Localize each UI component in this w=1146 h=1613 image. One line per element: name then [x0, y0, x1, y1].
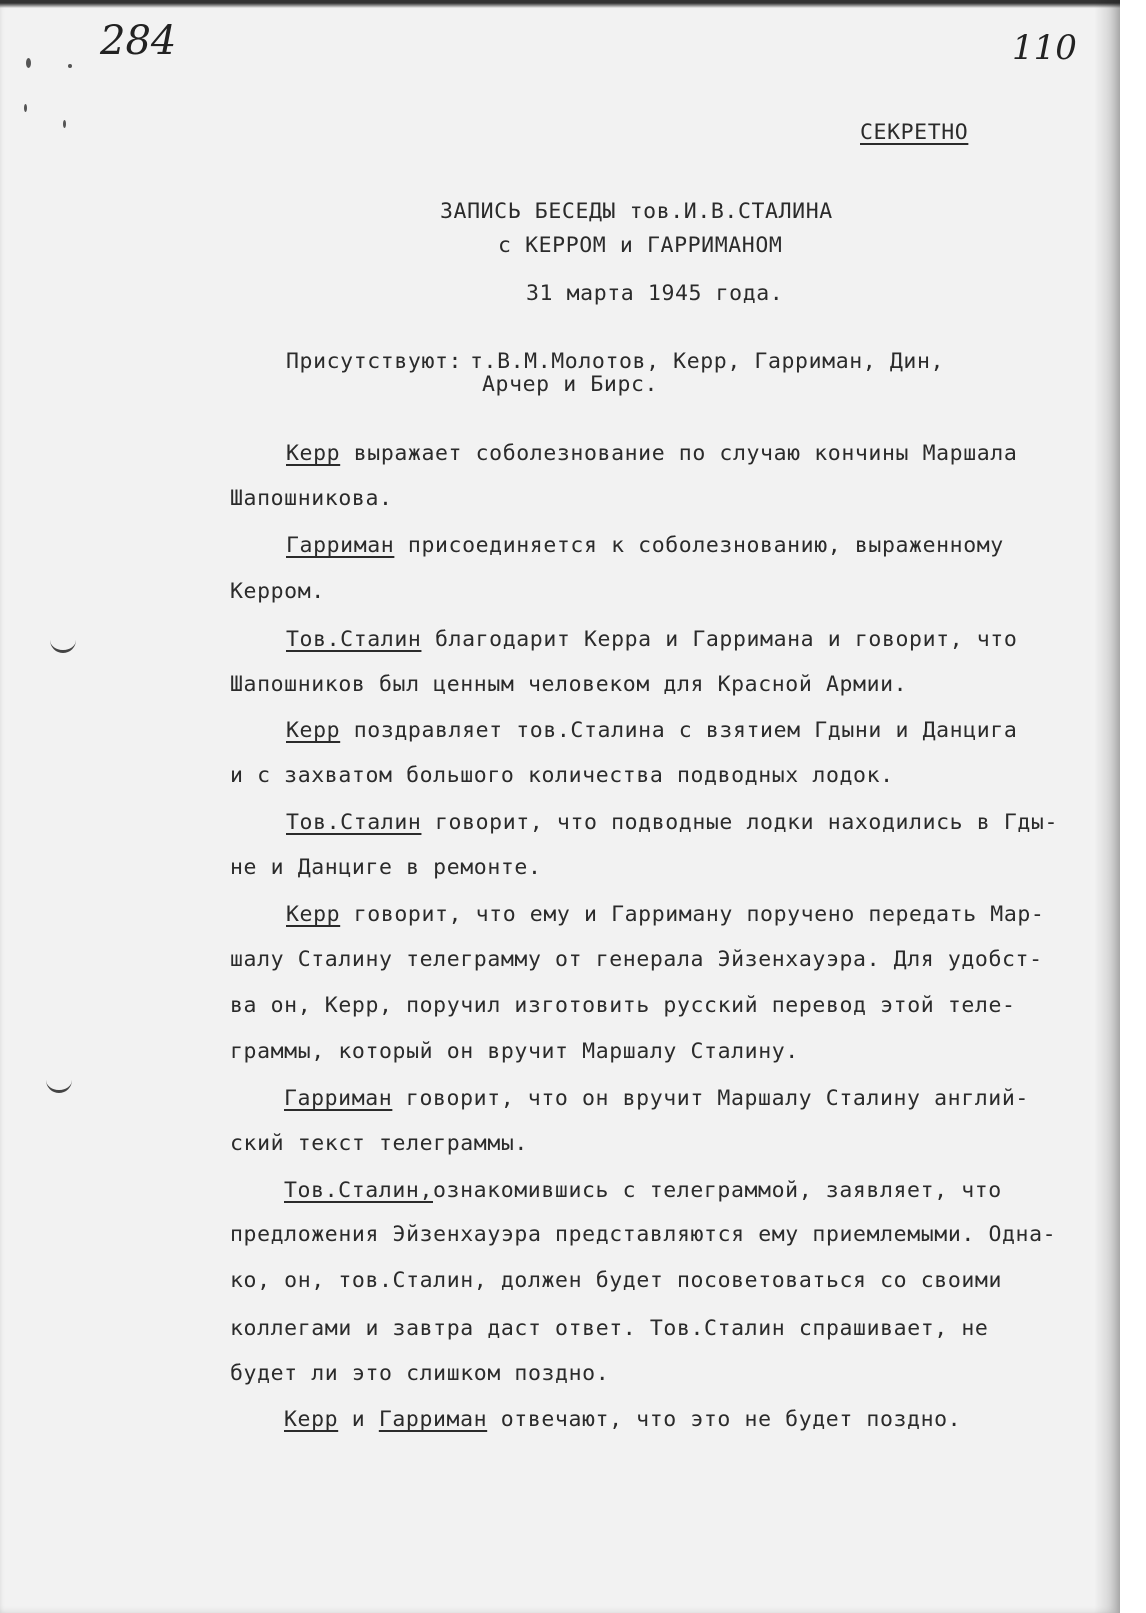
paragraph-8-line5: будет ли это слишком поздно.: [230, 1361, 610, 1386]
paragraph-text: присоединяется к соболезнованию, выраженному: [394, 533, 1004, 558]
paragraph-1-line1: [286, 441, 1017, 466]
paragraph-text: ознакомившись с телеграммой, заявляет, что: [433, 1178, 1002, 1203]
speaker-name: Керр: [286, 902, 341, 927]
attendees-label: Присутствуют:: [286, 349, 463, 374]
attendees-line1: т.В.М.Молотов, Керр, Гарриман, Дин,: [470, 349, 945, 374]
speck: [68, 64, 72, 68]
paragraph-4-line2: и с захватом большого количества подводных лодок.: [230, 763, 894, 788]
speaker-name: Тов.Сталин: [286, 810, 422, 835]
paragraph-text: выражает соболезнование по случаю кончины Маршала: [340, 441, 1018, 466]
speaker-name: Керр: [284, 1407, 339, 1432]
speaker-name: Гарриман: [378, 1407, 488, 1432]
archive-number: 284: [100, 18, 177, 64]
paragraph-8-line4: коллегами и завтра даст ответ. Тов.Сталин спрашивает, не: [230, 1316, 989, 1341]
paragraph-8-line1: [284, 1178, 1002, 1203]
paragraph-text: и: [338, 1407, 379, 1432]
paragraph-8-line2: предложения Эйзенхауэра представляются ему приемлемыми. Одна-: [230, 1222, 1057, 1247]
punch-mark: [26, 58, 31, 68]
paragraph-6-line2: шалу Сталину телеграмму от генерала Эйзенхауэра. Для удобст-: [230, 947, 1043, 972]
paragraph-text: отвечают, что это не будет поздно.: [487, 1407, 962, 1432]
paragraph-6-line4: граммы, который он вручит Маршалу Сталину.: [230, 1039, 799, 1064]
paragraph-5-line1: [286, 810, 1058, 835]
speaker-name: Тов.Сталин,: [284, 1178, 433, 1203]
paragraph-6-line3: ва он, Керр, поручил изготовить русский перевод этой теле-: [230, 993, 1016, 1018]
paragraph-8-line3: ко, он, тов.Сталин, должен будет посоветоваться со своими: [230, 1268, 1003, 1293]
speaker-name: Керр: [286, 718, 341, 743]
speaker-name: Керр: [286, 441, 341, 466]
speck: [24, 104, 27, 112]
speck: [63, 120, 66, 128]
paragraph-5-line2: не и Данциге в ремонте.: [230, 855, 542, 880]
page-top-edge: [0, 0, 1120, 8]
paragraph-9-line1: [284, 1407, 961, 1432]
attendees-line2: Арчер и Бирс.: [482, 372, 659, 397]
document-date: 31 марта 1945 года.: [526, 281, 784, 306]
paragraph-text: говорит, что он вручит Маршалу Сталину англий-: [392, 1086, 1029, 1111]
paragraph-text: благодарит Керра и Гарримана и говорит, что: [421, 627, 1018, 652]
speaker-name: Гарриман: [286, 533, 395, 558]
document-title-line2: с КЕРРОМ и ГАРРИМАНОМ: [498, 233, 783, 258]
paragraph-3-line1: [286, 627, 1017, 652]
classification-stamp: СЕКРЕТНО: [860, 120, 969, 145]
paragraph-2-line1: [286, 533, 1004, 558]
page-number: 110: [1012, 28, 1077, 68]
paragraph-6-line1: [286, 902, 1044, 927]
paragraph-2-line2: Керром.: [230, 579, 325, 604]
paragraph-text: говорит, что подводные лодки находились в Гды-: [421, 810, 1059, 835]
paragraph-7-line2: ский текст телеграммы.: [230, 1131, 528, 1156]
paragraph-text: говорит, что ему и Гарриману поручено передать Мар-: [340, 902, 1045, 927]
paragraph-4-line1: [286, 718, 1017, 743]
paragraph-7-line1: [284, 1086, 1029, 1111]
binder-hole: [50, 636, 76, 653]
speaker-name: Тов.Сталин: [286, 627, 422, 652]
paragraph-text: поздравляет тов.Сталина с взятием Гдыни и Данцига: [340, 718, 1018, 743]
document-title-line1: ЗАПИСЬ БЕСЕДЫ тов.И.В.СТАЛИНА: [440, 199, 833, 224]
binder-hole: [46, 1076, 72, 1093]
paragraph-3-line2: Шапошников был ценным человеком для Красной Армии.: [230, 672, 908, 697]
paragraph-1-line2: Шапошникова.: [230, 486, 393, 511]
speaker-name: Гарриман: [284, 1086, 393, 1111]
